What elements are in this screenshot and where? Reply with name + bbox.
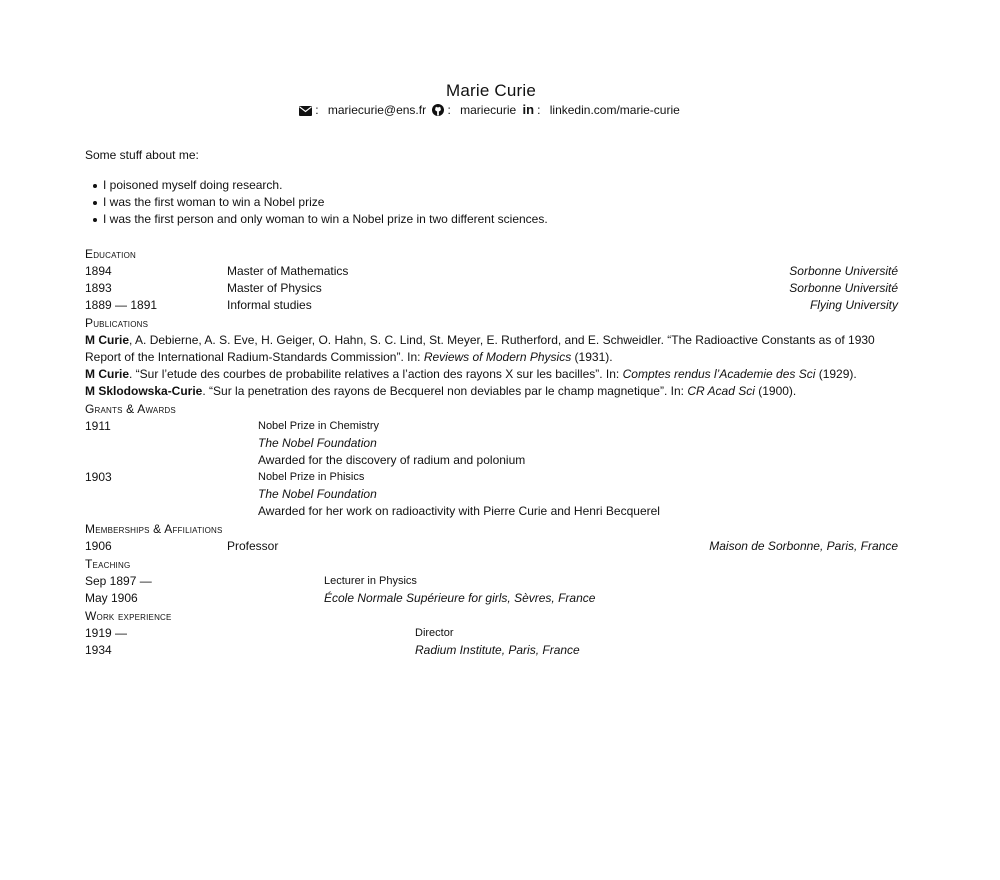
section-title-education: Education — [85, 247, 136, 261]
education-school: Sorbonne Université — [789, 264, 898, 278]
publication-text: . “Sur la penetration des rayons de Becquerel non deviables par le champ magnetique”. In: — [202, 384, 688, 398]
teaching-entry — [85, 573, 898, 607]
publication-year: (1900). — [754, 384, 797, 398]
work-place: Radium Institute, Paris, France — [415, 643, 580, 657]
colon: : — [315, 103, 319, 117]
contact-line — [0, 102, 982, 119]
education-degree: Master of Physics — [227, 281, 322, 295]
work-start: 1919 — — [85, 626, 128, 640]
publication-year: (1929). — [815, 367, 857, 381]
membership-date: 1906 — [85, 539, 112, 553]
publication-author: M Curie — [85, 367, 130, 381]
award-entry — [85, 469, 898, 520]
email-link[interactable]: mariecurie@ens.fr — [327, 103, 427, 117]
education-school: Sorbonne Université — [789, 281, 898, 295]
linkedin-link[interactable]: linkedin.com/marie-curie — [549, 103, 680, 117]
section-title-awards: Grants & Awards — [85, 402, 176, 416]
publication-author: M Curie — [85, 333, 130, 347]
membership-row — [85, 538, 898, 555]
award-desc: Awarded for her work on radioactivity with Pierre Curie and Henri Becquerel — [258, 504, 660, 518]
membership-org: Maison de Sorbonne, Paris, France — [709, 539, 898, 553]
about-list — [85, 177, 898, 228]
github-link[interactable]: mariecurie — [460, 103, 517, 117]
publication-venue: Comptes rendus l’Academie des Sci — [622, 367, 816, 381]
colon: : — [537, 103, 541, 117]
publication-venue: CR Acad Sci — [687, 384, 755, 398]
list-item: I was the first person and only woman to win a Nobel prize in two different sciences. — [103, 211, 898, 228]
section-title-memberships: Memberships & Affiliations — [85, 522, 223, 536]
section-title-publications: Publications — [85, 316, 149, 330]
education-degree: Informal studies — [227, 298, 312, 312]
award-org: The Nobel Foundation — [258, 487, 377, 501]
work-entry — [85, 625, 898, 659]
colon: : — [447, 103, 451, 117]
teaching-start: Sep 1897 — — [85, 574, 152, 588]
person-name: Marie Curie — [445, 81, 537, 100]
education-date: 1894 — [85, 264, 112, 278]
teaching-end: May 1906 — [85, 591, 138, 605]
education-school: Flying University — [809, 298, 898, 312]
award-desc: Awarded for the discovery of radium and polonium — [258, 453, 526, 467]
publication-venue: Reviews of Modern Physics — [423, 350, 572, 364]
about-intro: Some stuff about me: — [85, 148, 199, 162]
membership-role: Professor — [227, 539, 279, 553]
publication-year: (1931). — [571, 350, 613, 364]
github-icon — [432, 104, 444, 119]
award-year: 1903 — [85, 470, 112, 484]
linkedin-icon: in — [522, 102, 535, 117]
award-org: The Nobel Foundation — [258, 436, 377, 450]
teaching-place: École Normale Supérieure for girls, Sèvres, France — [324, 591, 596, 605]
section-title-work: Work experience — [85, 609, 172, 623]
publication-entry — [85, 366, 898, 383]
award-year: 1911 — [85, 419, 111, 433]
education-row — [85, 280, 898, 297]
publication-entry — [85, 383, 898, 400]
cv-content — [85, 147, 898, 659]
work-end: 1934 — [85, 643, 112, 657]
teaching-role: Lecturer in Physics — [324, 575, 417, 587]
education-row — [85, 297, 898, 314]
publication-author: M Sklodowska-Curie — [85, 384, 203, 398]
publication-entry — [85, 332, 898, 366]
education-date: 1889 — 1891 — [85, 298, 158, 312]
award-name: Nobel Prize in Phisics — [258, 471, 365, 483]
publication-text: , A. Debierne, A. S. Eve, H. Geiger, O. Hahn, S. C. Lind, St. Meyer, E. Rutherford, and E. Schweidler. “The Radioactive Constants as of 1930 Report of the International Radium-Standards Commission”. In: — [85, 333, 875, 364]
education-degree: Master of Mathematics — [227, 264, 349, 278]
education-date: 1893 — [85, 281, 112, 295]
award-name: Nobel Prize in Chemistry — [258, 420, 380, 432]
publication-text: . “Sur l’etude des courbes de probabilite relatives a l’action des rayons X sur les bacilles”. In: — [129, 367, 623, 381]
section-title-teaching: Teaching — [85, 557, 131, 571]
envelope-icon — [299, 105, 312, 119]
list-item: I was the first woman to win a Nobel prize — [103, 194, 898, 211]
education-row — [85, 263, 898, 280]
work-role: Director — [415, 627, 454, 639]
list-item: I poisoned myself doing research. — [103, 177, 898, 194]
award-entry — [85, 418, 898, 469]
